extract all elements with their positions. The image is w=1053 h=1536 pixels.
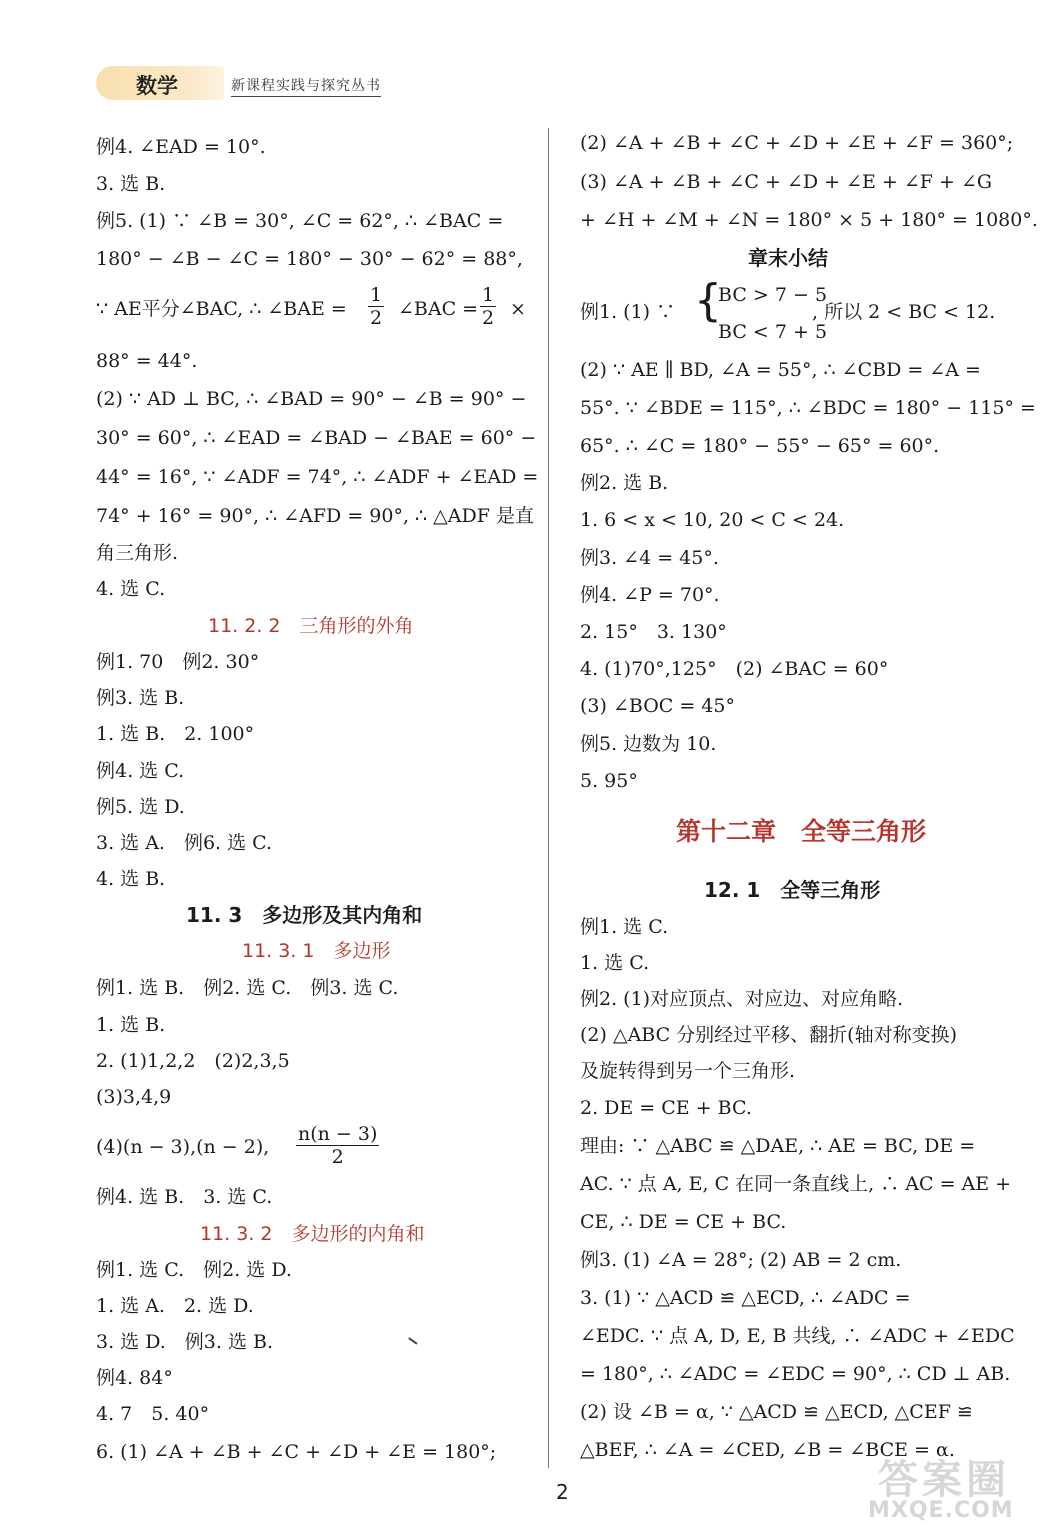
watermark-url: MXQE.COM	[868, 1498, 1014, 1523]
answer-line-fragment: ∠BAC =	[398, 298, 479, 320]
answer-line: 44° = 16°, ∵ ∠ADF = 74°, ∴ ∠ADF + ∠EAD =	[96, 466, 539, 488]
answer-line: 4. 选 C.	[96, 578, 166, 600]
answer-line: (2) ∵ AE ∥ BD, ∠A = 55°, ∴ ∠CBD = ∠A =	[580, 359, 981, 381]
answer-line: 55°. ∵ ∠BDE = 115°, ∴ ∠BDC = 180° − 115° =	[580, 397, 1036, 419]
answer-line: 3. 选 D. 例3. 选 B.	[96, 1331, 274, 1353]
answer-line: 例5. 边数为 10.	[580, 733, 717, 755]
answer-line: 6. (1) ∠A + ∠B + ∠C + ∠D + ∠E = 180°;	[96, 1441, 497, 1463]
answer-line: 2. (1)1,2,2 (2)2,3,5	[96, 1050, 290, 1072]
section-heading: 11. 3 多边形及其内角和	[186, 903, 423, 927]
answer-line: (2) ∵ AD ⊥ BC, ∴ ∠BAD = 90° − ∠B = 90° −	[96, 388, 527, 410]
answer-line: 30° = 60°, ∴ ∠EAD = ∠BAD − ∠BAE = 60° −	[96, 427, 537, 449]
answer-line: 例1. 选 B. 例2. 选 C. 例3. 选 C.	[96, 977, 399, 999]
answer-line: 角三角形.	[96, 542, 179, 564]
answer-line: 及旋转得到另一个三角形.	[580, 1060, 796, 1082]
answer-line: ∠EDC. ∵ 点 A, D, E, B 共线, ∴ ∠ADC + ∠EDC	[580, 1325, 1015, 1347]
answer-line: AC. ∵ 点 A, E, C 在同一条直线上, ∴ AC = AE +	[580, 1173, 1012, 1195]
answer-line: 例5. (1) ∵ ∠B = 30°, ∠C = 62°, ∴ ∠BAC =	[96, 210, 504, 232]
answer-line: (3)3,4,9	[96, 1086, 172, 1108]
answer-line: (2) △ABC 分别经过平移、翻折(轴对称变换)	[580, 1024, 958, 1046]
answer-line: 3. 选 A. 例6. 选 C.	[96, 832, 273, 854]
inequality-top: BC > 7 − 5	[718, 284, 828, 306]
fraction-half: $\frac{1}{2}$	[370, 284, 383, 329]
section-heading: 12. 1 全等三角形	[704, 878, 881, 902]
answer-line: 例1. (1) ∵	[580, 301, 676, 323]
section-heading: 11. 2. 2 三角形的外角	[208, 615, 414, 637]
answer-line: 74° + 16° = 90°, ∴ ∠AFD = 90°, ∴ △ADF 是直	[96, 505, 534, 527]
subject-label: 数学	[136, 74, 178, 98]
answer-line: 1. 选 B. 2. 100°	[96, 723, 255, 745]
answer-line: 例4. ∠EAD = 10°.	[96, 136, 266, 158]
brace-icon: {	[694, 275, 722, 326]
answer-line: 例3. (1) ∠A = 28°; (2) AB = 2 cm.	[580, 1249, 902, 1271]
answer-line: 例2. (1)对应顶点、对应边、对应角略.	[580, 988, 904, 1010]
answer-line: (2) 设 ∠B = α, ∵ △ACD ≌ △ECD, △CEF ≌	[580, 1401, 973, 1423]
answer-line: 例1. 选 C.	[580, 916, 669, 938]
watermark-text: 答案圈	[878, 1457, 1010, 1503]
answer-line: + ∠H + ∠M + ∠N = 180° × 5 + 180° = 1080°.	[580, 209, 1038, 231]
answer-line: (3) ∠A + ∠B + ∠C + ∠D + ∠E + ∠F + ∠G	[580, 171, 993, 193]
section-heading: 章末小结	[748, 246, 828, 270]
answer-line: 例4. 选 B. 3. 选 C.	[96, 1186, 273, 1208]
answer-line: 例1. 70 例2. 30°	[96, 651, 260, 673]
fraction-half: $\frac{1}{2}$	[482, 284, 495, 329]
answer-line: CE, ∴ DE = CE + BC.	[580, 1211, 787, 1233]
chapter-heading: 第十二章 全等三角形	[676, 817, 927, 846]
answer-line: 65°. ∴ ∠C = 180° − 55° − 65° = 60°.	[580, 435, 940, 457]
subsection-heading: 11. 3. 1 多边形	[242, 940, 391, 962]
answer-line: (4)(n − 3),(n − 2),	[96, 1136, 270, 1158]
answer-line: △BEF, ∴ ∠A = ∠CED, ∠B = ∠BCE = α.	[580, 1439, 955, 1461]
answer-line: = 180°, ∴ ∠ADC = ∠EDC = 90°, ∴ CD ⊥ AB.	[580, 1363, 1011, 1385]
answer-line: 1. 选 B.	[96, 1014, 166, 1036]
answer-line: 例2. 选 B.	[580, 472, 669, 494]
watermark-logo	[858, 1448, 1038, 1528]
answer-line: ∵ AE平分∠BAC, ∴ ∠BAE =	[96, 298, 347, 320]
answer-line: 例1. 选 C. 例2. 选 D.	[96, 1259, 292, 1281]
answer-line: 2. DE = CE + BC.	[580, 1097, 752, 1119]
stray-mark	[408, 1337, 417, 1344]
page-number: 2	[556, 1480, 569, 1504]
answer-line-fragment: , 所以 2 < BC < 12.	[812, 301, 996, 323]
answer-line: 3. 选 B.	[96, 173, 166, 195]
answer-line: (2) ∠A + ∠B + ∠C + ∠D + ∠E + ∠F = 360°;	[580, 132, 1014, 154]
answer-line: 例4. 84°	[96, 1367, 173, 1389]
subsection-heading: 11. 3. 2 多边形的内角和	[200, 1223, 425, 1245]
answer-line: 例4. ∠P = 70°.	[580, 584, 720, 606]
answer-line: 4. 选 B.	[96, 868, 166, 890]
answer-line: 5. 95°	[580, 770, 638, 792]
inequality-bottom: BC < 7 + 5	[718, 321, 828, 343]
answer-line: 1. 选 C.	[580, 952, 650, 974]
answer-line: 180° − ∠B − ∠C = 180° − 30° − 62° = 88°,	[96, 248, 523, 270]
answer-line: 4. 7 5. 40°	[96, 1403, 210, 1425]
answer-line: 1. 选 A. 2. 选 D.	[96, 1295, 254, 1317]
series-title: 新课程实践与探究丛书	[231, 75, 381, 97]
answer-line: 2. 15° 3. 130°	[580, 621, 727, 643]
answer-line: 4. (1)70°,125° (2) ∠BAC = 60°	[580, 658, 889, 680]
answer-line: 3. (1) ∵ △ACD ≌ △ECD, ∴ ∠ADC =	[580, 1287, 911, 1309]
page-header	[96, 66, 416, 100]
answer-line: 例5. 选 D.	[96, 796, 185, 818]
column-divider	[548, 128, 549, 1468]
answer-line: 88° = 44°.	[96, 350, 198, 372]
answer-line: 例3. 选 B.	[96, 687, 185, 709]
answer-line: 例4. 选 C.	[96, 760, 185, 782]
times-sign: ×	[510, 298, 526, 320]
answer-line: 1. 6 < x < 10, 20 < C < 24.	[580, 509, 845, 531]
answer-line: 例3. ∠4 = 45°.	[580, 547, 719, 569]
answer-line: 理由: ∵ △ABC ≌ △DAE, ∴ AE = BC, DE =	[580, 1135, 976, 1157]
answer-line: (3) ∠BOC = 45°	[580, 695, 735, 717]
fraction-polygon-diagonals: $\frac{n(n - 3)}{2}$	[298, 1123, 378, 1168]
